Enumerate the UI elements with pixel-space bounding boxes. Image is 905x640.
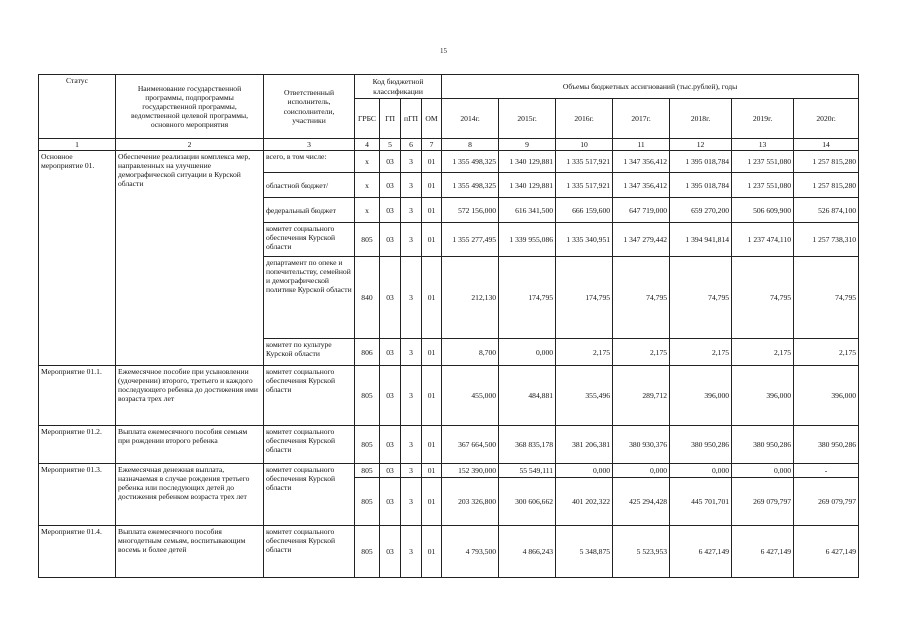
responsible-cell: комитет социального обеспечения Курской области [264, 366, 355, 426]
name-cell: Ежемесячное пособие при усыновлении (удочерении) второго, третьего и каждого последующего ребенка до достижения ими возраста трех лет [116, 366, 264, 426]
value-cell: 2,175 [556, 339, 613, 366]
column-index: 2 [116, 139, 264, 151]
value-cell: 0,000 [556, 464, 613, 478]
grbs-cell: х [355, 173, 380, 198]
table-row [39, 526, 859, 578]
grbs-cell: 805 [355, 478, 380, 526]
col-year-header: 2020г. [794, 99, 859, 139]
value-cell: 1 257 738,310 [794, 223, 859, 257]
grbs-cell: х [355, 151, 380, 173]
value-cell: 6 427,149 [732, 526, 794, 578]
value-cell: 355,496 [556, 366, 613, 426]
value-cell: 381 206,381 [556, 426, 613, 464]
col-year-header: 2019г. [732, 99, 794, 139]
col-status-header: Статус [39, 75, 116, 139]
value-cell: 4 866,243 [499, 526, 556, 578]
column-index: 10 [556, 139, 613, 151]
gp-cell: 03 [380, 366, 401, 426]
responsible-cell: комитет социального обеспечения Курской области [264, 426, 355, 464]
responsible-cell: департамент по опеке и попечительству, семейной и демографической политике Курской области [264, 257, 355, 339]
value-cell: 506 609,900 [732, 198, 794, 223]
value-cell: 572 156,000 [442, 198, 499, 223]
column-index: 12 [670, 139, 732, 151]
pgp-cell: 3 [401, 151, 422, 173]
value-cell: 1 340 129,881 [499, 151, 556, 173]
value-cell: 0,000 [499, 339, 556, 366]
value-cell: 74,795 [670, 257, 732, 339]
gp-cell: 03 [380, 257, 401, 339]
value-cell: 0,000 [732, 464, 794, 478]
value-cell: 396,000 [670, 366, 732, 426]
grbs-cell: 840 [355, 257, 380, 339]
value-cell: - [794, 464, 859, 478]
value-cell: 0,000 [670, 464, 732, 478]
status-cell: Мероприятие 01.2. [39, 426, 116, 464]
column-index: 8 [442, 139, 499, 151]
om-cell: 01 [422, 464, 442, 478]
col-budget-code-header: Код бюджетной классификации [355, 75, 442, 99]
value-cell: 380 930,376 [613, 426, 670, 464]
om-cell: 01 [422, 426, 442, 464]
gp-cell: 03 [380, 526, 401, 578]
pgp-cell: 3 [401, 426, 422, 464]
value-cell: 1 395 018,784 [670, 173, 732, 198]
value-cell: 0,000 [613, 464, 670, 478]
responsible-cell: комитет социального обеспечения Курской области [264, 223, 355, 257]
value-cell: 1 347 356,412 [613, 151, 670, 173]
grbs-cell: х [355, 198, 380, 223]
column-index: 1 [39, 139, 116, 151]
value-cell: 1 335 340,951 [556, 223, 613, 257]
value-cell: 55 549,111 [499, 464, 556, 478]
value-cell: 616 341,500 [499, 198, 556, 223]
value-cell: 1 355 277,495 [442, 223, 499, 257]
responsible-cell: комитет социального обеспечения Курской области [264, 526, 355, 578]
column-index: 13 [732, 139, 794, 151]
value-cell: 1 257 815,280 [794, 151, 859, 173]
pgp-cell: 3 [401, 198, 422, 223]
col-year-header: 2016г. [556, 99, 613, 139]
pgp-cell: 3 [401, 366, 422, 426]
value-cell: 368 835,178 [499, 426, 556, 464]
grbs-cell: 805 [355, 526, 380, 578]
value-cell: 1 339 955,086 [499, 223, 556, 257]
om-cell: 01 [422, 526, 442, 578]
value-cell: 484,881 [499, 366, 556, 426]
value-cell: 2,175 [613, 339, 670, 366]
status-cell: Мероприятие 01.1. [39, 366, 116, 426]
pgp-cell: 3 [401, 257, 422, 339]
om-cell: 01 [422, 366, 442, 426]
value-cell: 1 340 129,881 [499, 173, 556, 198]
column-index: 14 [794, 139, 859, 151]
gp-cell: 03 [380, 151, 401, 173]
col-volumes-header: Объемы бюджетных ассигнований (тыс.рублей), годы [442, 75, 859, 99]
value-cell: 380 950,286 [794, 426, 859, 464]
col-name-header: Наименование государственной программы, подпрограммы государственной программы, ведомственной целевой программы, основного мероприятия [116, 75, 264, 139]
column-index: 7 [422, 139, 442, 151]
responsible-cell: комитет по культуре Курской области [264, 339, 355, 366]
value-cell: 5 523,953 [613, 526, 670, 578]
value-cell: 2,175 [670, 339, 732, 366]
name-cell: Обеспечение реализации комплекса мер, направленных на улучшение демографической ситуации в Курской области [116, 151, 264, 366]
om-cell: 01 [422, 151, 442, 173]
gp-cell: 03 [380, 223, 401, 257]
om-cell: 01 [422, 223, 442, 257]
value-cell: 1 355 498,325 [442, 151, 499, 173]
pgp-cell: 3 [401, 223, 422, 257]
col-gp-header: ГП [380, 99, 401, 139]
table-row [39, 426, 859, 464]
value-cell: 1 237 474,110 [732, 223, 794, 257]
grbs-cell: 805 [355, 223, 380, 257]
name-cell: Выплата ежемесячного пособия семьям при рождении второго ребенка [116, 426, 264, 464]
col-year-header: 2017г. [613, 99, 670, 139]
value-cell: 659 270,200 [670, 198, 732, 223]
om-cell: 01 [422, 173, 442, 198]
column-index: 4 [355, 139, 380, 151]
value-cell: 1 395 018,784 [670, 151, 732, 173]
value-cell: 212,130 [442, 257, 499, 339]
pgp-cell: 3 [401, 339, 422, 366]
pgp-cell: 3 [401, 526, 422, 578]
col-om-header: ОМ [422, 99, 442, 139]
status-cell: Основное мероприятие 01. [39, 151, 116, 366]
col-grbs-header: ГРБС [355, 99, 380, 139]
col-year-header: 2015г. [499, 99, 556, 139]
table-row [39, 366, 859, 426]
budget-table [38, 74, 859, 578]
value-cell: 2,175 [732, 339, 794, 366]
value-cell: 1 347 356,412 [613, 173, 670, 198]
col-year-header: 2018г. [670, 99, 732, 139]
grbs-cell: 805 [355, 464, 380, 478]
value-cell: 174,795 [499, 257, 556, 339]
responsible-cell: федеральный бюджет [264, 198, 355, 223]
responsible-cell: комитет социального обеспечения Курской области [264, 464, 355, 526]
value-cell: 152 390,000 [442, 464, 499, 478]
value-cell: 647 719,000 [613, 198, 670, 223]
column-index: 3 [264, 139, 355, 151]
column-index: 6 [401, 139, 422, 151]
pgp-cell: 3 [401, 464, 422, 478]
value-cell: 1 257 815,280 [794, 173, 859, 198]
gp-cell: 03 [380, 464, 401, 478]
column-index: 9 [499, 139, 556, 151]
value-cell: 401 202,322 [556, 478, 613, 526]
value-cell: 1 355 498,325 [442, 173, 499, 198]
gp-cell: 03 [380, 426, 401, 464]
value-cell: 289,712 [613, 366, 670, 426]
grbs-cell: 806 [355, 339, 380, 366]
gp-cell: 03 [380, 478, 401, 526]
grbs-cell: 805 [355, 426, 380, 464]
pgp-cell: 3 [401, 478, 422, 526]
gp-cell: 03 [380, 339, 401, 366]
om-cell: 01 [422, 478, 442, 526]
value-cell: 1 335 517,921 [556, 151, 613, 173]
header-row [39, 75, 859, 99]
value-cell: 396,000 [732, 366, 794, 426]
value-cell: 203 326,800 [442, 478, 499, 526]
om-cell: 01 [422, 198, 442, 223]
value-cell: 269 079,797 [732, 478, 794, 526]
responsible-cell: областной бюджет/ [264, 173, 355, 198]
value-cell: 5 348,875 [556, 526, 613, 578]
value-cell: 1 347 279,442 [613, 223, 670, 257]
pgp-cell: 3 [401, 173, 422, 198]
col-year-header: 2014г. [442, 99, 499, 139]
column-index: 5 [380, 139, 401, 151]
gp-cell: 03 [380, 198, 401, 223]
value-cell: 300 606,662 [499, 478, 556, 526]
col-responsible-header: Ответственный исполнитель, соисполнители, участники [264, 75, 355, 139]
value-cell: 425 294,428 [613, 478, 670, 526]
value-cell: 1 237 551,080 [732, 151, 794, 173]
value-cell: 396,000 [794, 366, 859, 426]
value-cell: 380 950,286 [732, 426, 794, 464]
status-cell: Мероприятие 01.4. [39, 526, 116, 578]
value-cell: 367 664,500 [442, 426, 499, 464]
col-pgp-header: пГП [401, 99, 422, 139]
value-cell: 4 793,500 [442, 526, 499, 578]
value-cell: 526 874,100 [794, 198, 859, 223]
value-cell: 74,795 [613, 257, 670, 339]
value-cell: 6 427,149 [794, 526, 859, 578]
table-row [39, 151, 859, 173]
column-index-row [39, 139, 859, 151]
value-cell: 2,175 [794, 339, 859, 366]
value-cell: 74,795 [794, 257, 859, 339]
status-cell: Мероприятие 01.3. [39, 464, 116, 526]
name-cell: Ежемесячная денежная выплата, назначаемая в случае рождения третьего ребенка или последующих детей до достижения ребенком возраста трех лет [116, 464, 264, 526]
value-cell: 380 950,286 [670, 426, 732, 464]
value-cell: 1 335 517,921 [556, 173, 613, 198]
value-cell: 1 394 941,814 [670, 223, 732, 257]
value-cell: 74,795 [732, 257, 794, 339]
gp-cell: 03 [380, 173, 401, 198]
value-cell: 8,700 [442, 339, 499, 366]
grbs-cell: 805 [355, 366, 380, 426]
page-number: 15 [440, 47, 447, 55]
value-cell: 1 237 551,080 [732, 173, 794, 198]
value-cell: 6 427,149 [670, 526, 732, 578]
value-cell: 666 159,600 [556, 198, 613, 223]
name-cell: Выплата ежемесячного пособия многодетным семьям, воспитывающим восемь и более детей [116, 526, 264, 578]
table-row [39, 464, 859, 478]
value-cell: 455,000 [442, 366, 499, 426]
column-index: 11 [613, 139, 670, 151]
value-cell: 174,795 [556, 257, 613, 339]
om-cell: 01 [422, 257, 442, 339]
responsible-cell: всего, в том числе: [264, 151, 355, 173]
value-cell: 269 079,797 [794, 478, 859, 526]
value-cell: 445 701,701 [670, 478, 732, 526]
om-cell: 01 [422, 339, 442, 366]
